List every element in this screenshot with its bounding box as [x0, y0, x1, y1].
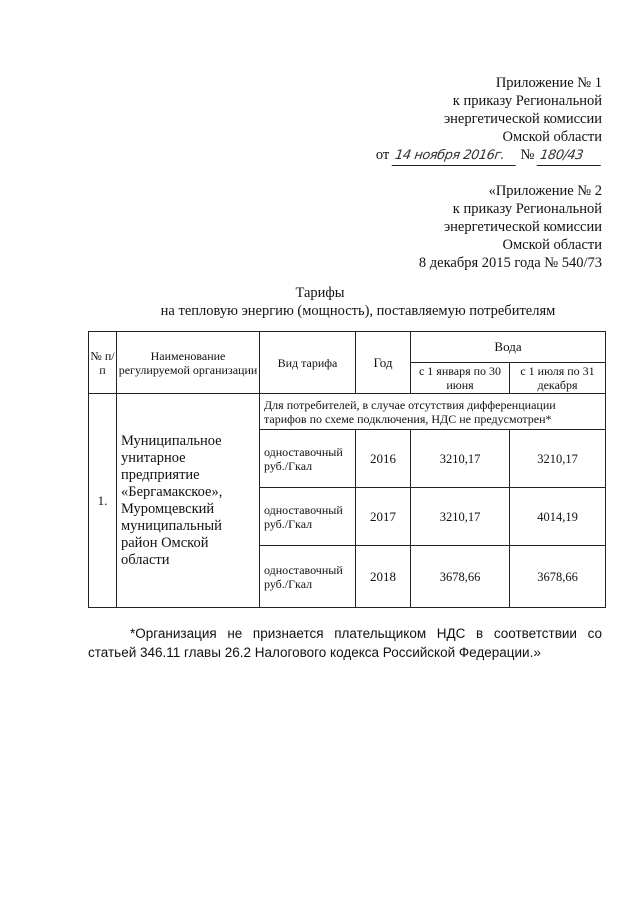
tariff-value-h2: 4014,19 [510, 488, 606, 546]
col-header-organization: Наименование регулируемой организации [117, 332, 260, 394]
tariff-value-h1: 3210,17 [411, 430, 510, 488]
tariff-value-h1: 3678,66 [411, 546, 510, 608]
title-main: Тарифы [295, 285, 345, 301]
tariff-year: 2016 [356, 430, 411, 488]
appendix-1-title: Приложение № 1 [495, 75, 602, 91]
title-subtitle: на тепловую энергию (мощность), поставляемую потребителям [160, 303, 556, 319]
col-header-water: Вода [411, 332, 606, 363]
tariff-condition: Для потребителей, в случае отсутствия дифференциации тарифов по схеме подключения, НДС не предусмотрен* [260, 394, 606, 430]
appendix-1-commission-line: энергетической комиссии [443, 111, 602, 127]
appendix-2-region-line: Омской области [502, 237, 602, 253]
col-header-year: Год [356, 332, 411, 394]
tariff-value-h1: 3210,17 [411, 488, 510, 546]
handwritten-date: 14 ноября 2016г. [392, 147, 519, 166]
appendix-1-date-line [376, 146, 602, 166]
appendix-2-header [419, 182, 602, 272]
appendix-2-title: «Приложение № 2 [488, 183, 602, 199]
tariff-type: одноставочный руб./Гкал [260, 488, 356, 546]
tariff-table [88, 331, 606, 608]
footnote-line-1: *Организация не признается плательщиком НДС в соответствии со [130, 626, 602, 641]
document-title [0, 284, 640, 320]
tariff-year: 2017 [356, 488, 411, 546]
tariff-type: одноставочный руб./Гкал [260, 430, 356, 488]
footnote [88, 624, 602, 662]
appendix-1-header [376, 74, 602, 166]
appendix-2-order-line: к приказу Региональной [452, 201, 602, 217]
footnote-line-2: статьей 346.11 главы 26.2 Налогового кодекса Российской Федерации.» [88, 645, 541, 660]
appendix-2-commission-line: энергетической комиссии [443, 219, 602, 235]
appendix-1-order-line: к приказу Региональной [452, 93, 602, 109]
organization-name: Муниципальное унитарное предприятие «Бергамакское», Муромцевский муниципальный район Омской области [117, 394, 260, 608]
handwritten-number: 180/43 [537, 147, 604, 166]
tariff-year: 2018 [356, 546, 411, 608]
tariff-type: одноставочный руб./Гкал [260, 546, 356, 608]
row-number: 1. [89, 394, 117, 608]
appendix-2-date-line: 8 декабря 2015 года № 540/73 [418, 255, 602, 271]
appendix-1-region-line: Омской области [502, 129, 602, 145]
col-header-period-2: с 1 июля по 31 декабря [510, 363, 606, 394]
col-header-tariff-type: Вид тарифа [260, 332, 356, 394]
from-label: от [375, 147, 390, 163]
number-label: № [520, 147, 535, 163]
col-header-period-1: с 1 января по 30 июня [411, 363, 510, 394]
tariff-value-h2: 3210,17 [510, 430, 606, 488]
col-header-number: № п/п [89, 332, 117, 394]
tariff-value-h2: 3678,66 [510, 546, 606, 608]
